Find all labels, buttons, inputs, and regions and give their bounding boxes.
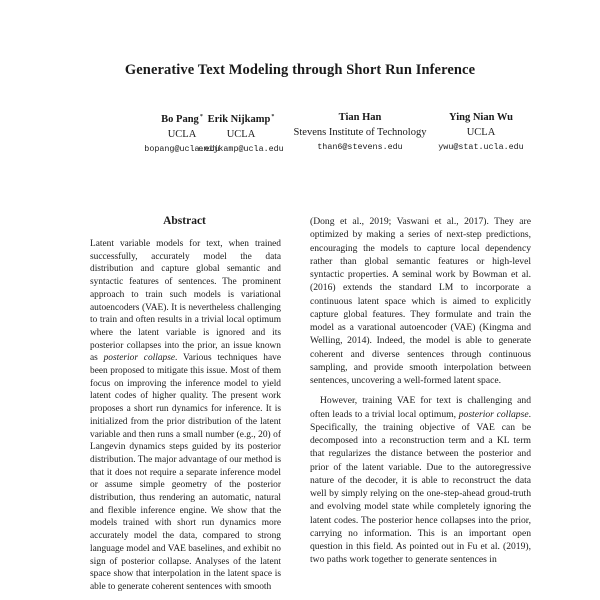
equal-contribution-mark: *: [199, 114, 203, 120]
abstract-body: Latent variable models for text, when trained successfully, accurately model the data distribution and capture global semantic and syntactic features of sentences. The prominent approach to train such models is variational autoencoders (VAE). It is nevertheless challenging to train and often results in a trivial local optimum where the latent variable is ignored and its posterior collapses into the prior, an issue known as posterior collapse. Various techniques have been proposed to mitigate this issue. Most of them focus on improving the inference model to yield latent codes of higher quality. The present work proposes a short run dynamics for inference. It is initialized from the prior distribution of the latent variable and then runs a small number (e.g., 20) of Langevin dynamics steps guided by its posterior distribution. The major advantage of our method is that it does not require a separate inference model or assume simple geometry of the posterior distribution, thus rendering an automatic, natural and flexible inference engine. We show that the models trained with short run dynamics more accurately model the data, compared to strong language model and VAE baselines, and exhibit no sign of posterior collapse. Analyses of the latent space show that interpolation in the latent space is able to generate coherent sentences with smooth: [90, 239, 282, 592]
abstract-emphasis: posterior collapse: [103, 353, 176, 364]
author-email: than6@stevens.edu: [317, 142, 403, 152]
author-name: Ying Nian Wu: [449, 112, 513, 123]
author-name: Erik Nijkamp*: [207, 114, 275, 125]
author-affiliation: UCLA: [167, 129, 197, 140]
author-affiliation: Stevens Institute of Technology: [293, 127, 427, 138]
introduction-column: [310, 215, 531, 567]
intro-paragraph-2: However, training VAE for text is challenging and often leads to a trivial local optimum, posterior collapse. Specifically, the training objective of VAE can be decomposed into a reconstruction term and a KL term that regularizes the distance between the posterior and prior of the latent variable. Due to the autoregressive nature of the decoder, it is able to reconstruct the data well by simply relying on the one-step-ahead groud-truth and evolving model state while completely ignoring the latent codes. The posterior hence collapses into the prior, carrying no information. This is an important open question in this field. As pointed out in Fu et al. (2019), two paths work together to generate sentences in: [310, 395, 531, 566]
author-4: [396, 110, 566, 155]
paper-title: Generative Text Modeling through Short Run Inference: [124, 62, 476, 78]
intro-emphasis: posterior collapse: [458, 408, 529, 420]
author-name: Bo Pang*: [161, 114, 203, 125]
author-name: Tian Han: [338, 112, 382, 123]
author-affiliation: UCLA: [466, 127, 496, 138]
abstract-heading: Abstract: [163, 215, 206, 227]
author-email: ywu@stat.ucla.edu: [438, 142, 524, 152]
intro-paragraph-1: (Dong et al., 2019; Vaswani et al., 2017). They are optimized by making a series of next-step predictions, encouraging the models to capture local dependency rather than global semantic features or high-level syntactic properties. A seminal work by Bowman et al. (2016) extends the standard LM to incorporate a continuous latent space which is aimed to explicitly capture global features. They formulate and train the model as a varational autoencoder (VAE) (Kingma and Welling, 2014). Indeed, the model is able to generate coherent and diverse sentences through continuous sampling, and provide smooth interpolation between sentences, uncovering a well-formed latent space.: [310, 216, 531, 386]
author-email: enijkamp@ucla.edu: [198, 144, 284, 154]
author-affiliation: UCLA: [226, 129, 256, 140]
equal-contribution-mark: *: [271, 114, 275, 120]
author-email: bopang@ucla.edu: [144, 144, 220, 154]
